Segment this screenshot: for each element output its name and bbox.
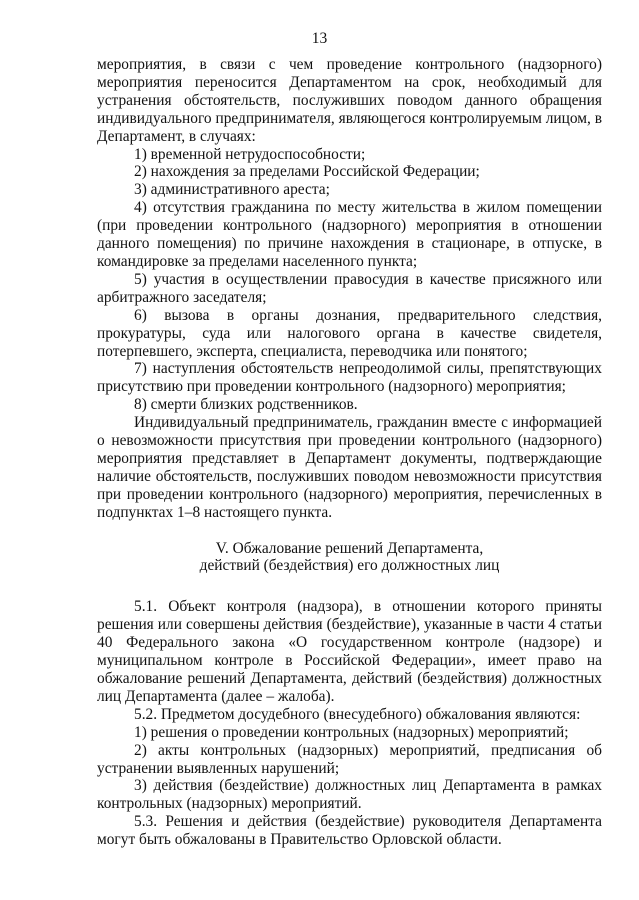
page-number: 13 [311, 30, 328, 47]
clause-5-3: 5.3. Решения и действия (бездействие) руководителя Департамента могут быть обжалованы в Правительство Орловской области. [97, 813, 602, 849]
document-body [97, 56, 602, 849]
section-heading-line-2: действий (бездействия) его должностных лиц [199, 557, 500, 575]
list-item-1: 1) временной нетрудоспособности; [134, 145, 366, 163]
clause-5-2-item-3: 3) действия (бездействие) должностных лиц Департамента в рамках контрольных (надзорных) мероприятий. [97, 777, 602, 813]
paragraph-continuation: мероприятия, в связи с чем проведение контрольного (надзорного) мероприятия переносится Департаментом на срок, необходимый для устранения обстоятельств, послуживших поводом данного обращения индивидуального предпринимателя, являющегося контролируемым лицом, в Департамент, в случаях: [97, 56, 602, 145]
list-item-6: 6) вызова в органы дознания, предварительного следствия, прокуратуры, суда или налогового органа в качестве свидетеля, потерпевшего, эксперта, специалиста, переводчика или понятого; [97, 306, 602, 360]
list-item-7: 7) наступления обстоятельств непреодолимой силы, препятствующих присутствию при проведении контрольного (надзорного) мероприятия; [97, 360, 602, 396]
list-item-3: 3) административного ареста; [134, 181, 330, 199]
paragraph-documents: Индивидуальный предприниматель, гражданин вместе с информацией о невозможности присутствия при проведении контрольного (надзорного) мероприятия представляет в Департамент документы, подтверждающие наличие обстоятельств, послуживших поводом невозможности присутствия при проведении контрольного (надзорного) мероприятия, перечисленных в подпунктах 1–8 настоящего пункта. [97, 414, 602, 521]
clause-5-2-item-1: 1) решения о проведении контрольных (надзорных) мероприятий; [134, 723, 569, 741]
clause-5-2-item-2: 2) акты контрольных (надзорных) мероприятий, предписания об устранении выявленных нарушений; [97, 741, 602, 777]
list-item-2: 2) нахождения за пределами Российской Федерации; [134, 163, 480, 181]
list-item-4: 4) отсутствия гражданина по месту жительства в жилом помещении (при проведении контрольного (надзорного) мероприятия в отношении данного помещения) по причине нахождения в стационаре, в отпуске, в командировке за пределами населенного пункта; [97, 199, 602, 270]
list-item-5: 5) участия в осуществлении правосудия в качестве присяжного или арбитражного заседателя; [97, 270, 602, 306]
list-item-8: 8) смерти близких родственников. [134, 396, 358, 414]
clause-5-1: 5.1. Объект контроля (надзора), в отношении которого приняты решения или совершены действия (бездействие), указанные в части 4 статьи 40 Федерального закона «О государственном контроле (надзоре) и муниципальном контроле в Российской Федерации», имеет право на обжалование решений Департамента, действий (бездействия) должностных лиц Департамента (далее – жалоба). [97, 598, 602, 705]
section-heading-line-1: V. Обжалование решений Департамента, [215, 539, 484, 557]
clause-5-2: 5.2. Предметом досудебного (внесудебного) обжалования являются: [134, 705, 581, 723]
